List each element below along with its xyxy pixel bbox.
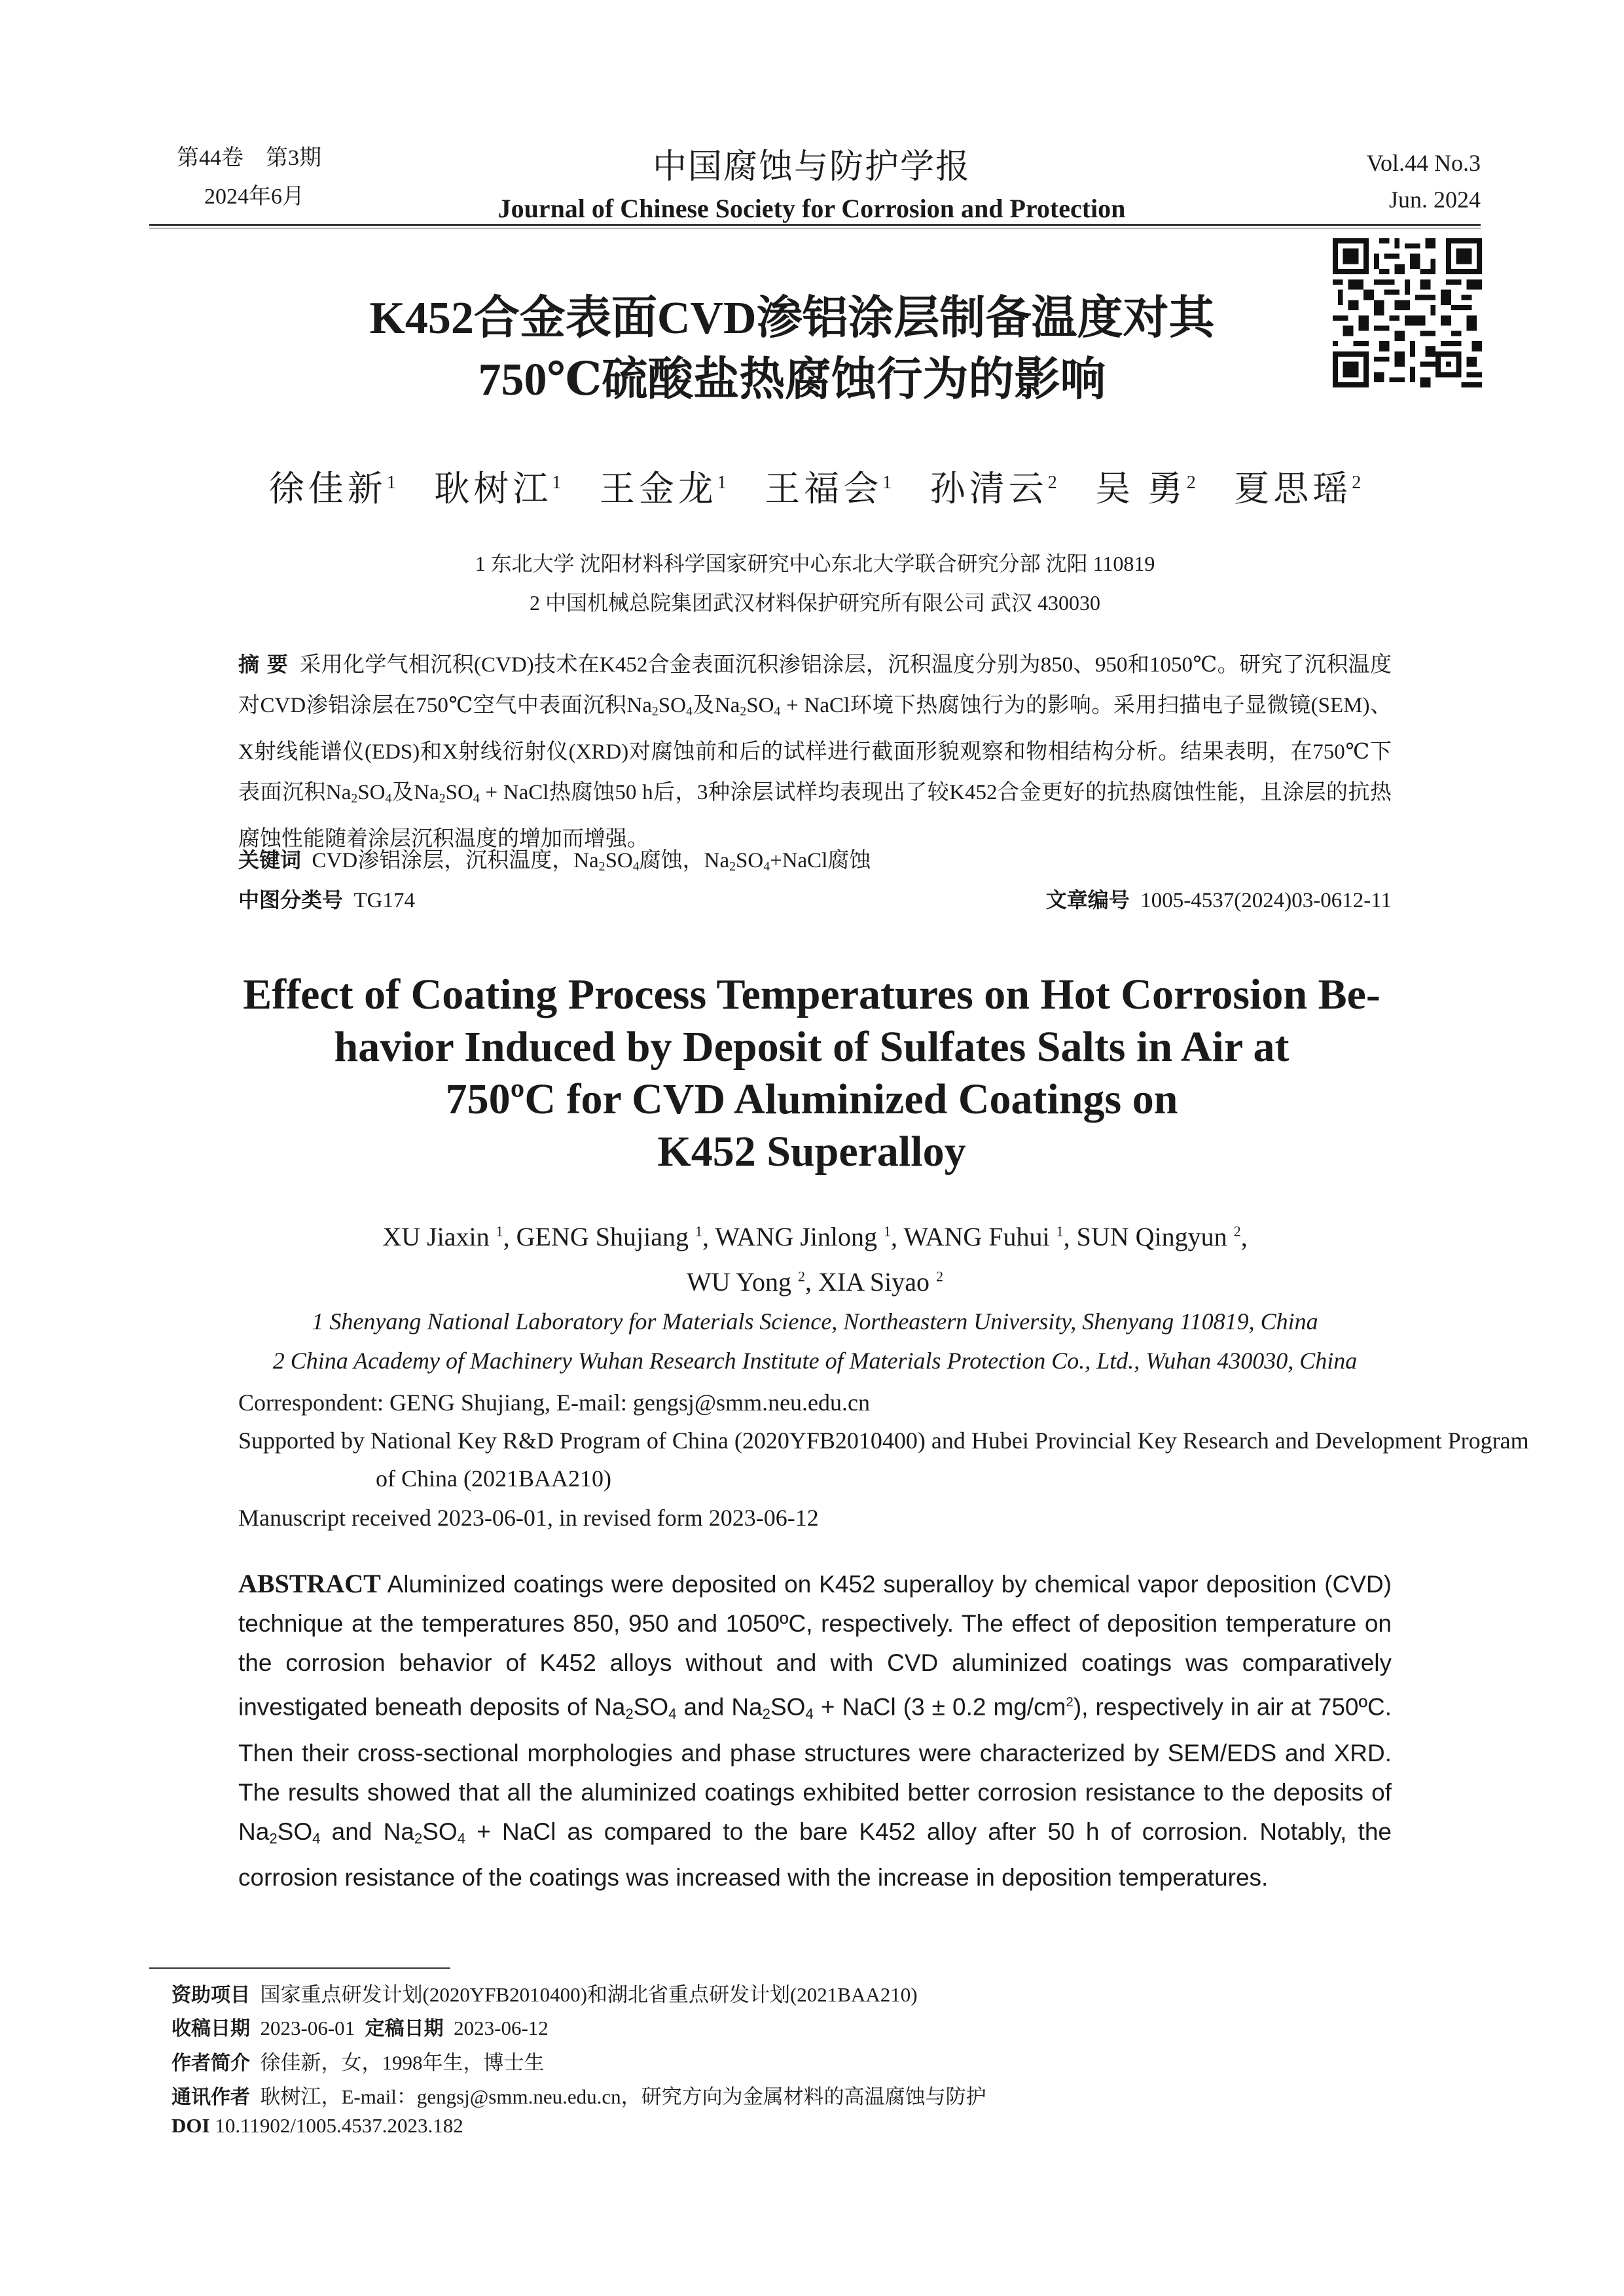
classification-cn-label: 中图分类号 xyxy=(238,888,344,912)
keywords-cn-label: 关键词 xyxy=(238,848,302,872)
author-en: XIA Siyao $^2$ xyxy=(818,1266,944,1297)
author-cn: 耿树江$^1$ xyxy=(434,469,562,509)
author-en: GENG Shujiang $^1$ xyxy=(516,1222,702,1252)
volume-en: Vol.44 No.3 xyxy=(1366,150,1481,176)
footnote-corresponding-author: 通讯作者 耿树江，E-mail：gengsj@smm.neu.edu.cn，研究方向为金属材料的高温腐蚀与防护 xyxy=(171,2085,986,2109)
abstract-cn-label: 摘 要 xyxy=(238,652,289,677)
abstract-cn: 摘 要 采用化学气相沉积(CVD)技术在K452合金表面沉积渗铝涂层，沉积温度分别为850、950和1050℃。研究了沉积温度对CVD渗铝涂层在750℃空气中表面沉积$Na_2SO_4$及$Na_2SO_4$ + NaCl环境下热腐蚀行为的影响。采用扫描电子显微镜(SEM)、X射线能谱仪(EDS)和X射线衍射仪(XRD)对腐蚀前和后的试样进行截面形貌观察和物相结构分析。结果表明，在750℃下表面沉积$Na_2SO_4$及$Na_2SO_4$ + NaCl热腐蚀50 h后，3种涂层试样均表现出了较K452合金更好的抗热腐蚀性能，且涂层的抗热腐蚀性能随着涂层沉积温度的增加而增强。 xyxy=(238,652,1392,851)
footnote-doi: DOI 10.11902/1005.4537.2023.182 xyxy=(171,2114,463,2137)
footnote-rule xyxy=(149,1967,450,1969)
volume-cn: 第44卷 第3期 xyxy=(177,146,321,170)
author-cn: 吴 勇$^2$ xyxy=(1095,469,1196,509)
header-volume-en xyxy=(1309,149,1481,213)
date-en: Jun. 2024 xyxy=(1388,187,1481,213)
article-number-cn-value: 1005-4537(2024)03-0612-11 xyxy=(1140,889,1392,912)
article-number-cn-label: 文章编号 xyxy=(1045,888,1130,912)
title-en xyxy=(196,969,1427,1178)
title-cn-line-1: K452合金表面CVD渗铝涂层制备温度对其 xyxy=(369,293,1215,344)
title-en-line-3: 750ºC for CVD Aluminized Coatings on xyxy=(445,1075,1178,1123)
keywords-cn: 关键词 CVD渗铝涂层，沉积温度，$Na_2SO_4$腐蚀，$Na_2SO_4+NaCl$腐蚀 xyxy=(238,848,871,874)
affiliation-cn-2: 2 中国机械总院集团武汉材料保护研究所有限公司 武汉 430030 xyxy=(529,591,1100,615)
authors-en: XU Jiaxin $^1$, GENG Shujiang $^1$, WANG Jinlong $^1$, WANG Fuhui $^1$, SUN Qingyun $^2$, WU Yong $^2$, XIA Siyao $^2$ xyxy=(382,1222,1248,1297)
title-en-line-2: havior Induced by Deposit of Sulfates Salts in Air at xyxy=(334,1023,1290,1071)
author-cn: 徐佳新$^1$ xyxy=(268,469,396,509)
author-en: SUN Qingyun $^2$ xyxy=(1076,1222,1241,1252)
header-rule xyxy=(149,224,1481,226)
classification-cn-value: TG174 xyxy=(353,889,416,912)
affiliation-en-1: 1 Shenyang National Laboratory for Materials Science, Northeastern University, Shenyang 110819, China xyxy=(312,1308,1318,1335)
title-cn xyxy=(216,288,1368,411)
footnote-dates: 收稿日期 2023-06-01 定稿日期 2023-06-12 xyxy=(171,2017,549,2040)
author-en: XU Jiaxin $^1$ xyxy=(382,1222,503,1252)
author-en: WANG Fuhui $^1$ xyxy=(903,1222,1064,1252)
header-journal xyxy=(367,139,1257,224)
title-en-line-4: K452 Superalloy xyxy=(657,1128,966,1175)
author-cn: 夏思瑶$^2$ xyxy=(1234,469,1362,509)
author-cn: 王福会$^1$ xyxy=(765,469,892,509)
manuscript-dates: Manuscript received 2023-06-01, in revised form 2023-06-12 xyxy=(238,1505,819,1531)
abstract-en-label: ABSTRACT xyxy=(238,1569,381,1598)
classification-cn xyxy=(238,884,415,914)
affiliation-cn-1: 1 东北大学 沈阳材料科学国家研究中心东北大学联合研究分部 沈阳 110819 xyxy=(475,552,1155,575)
journal-name-en: Journal of Chinese Society for Corrosion and Protection xyxy=(497,194,1126,223)
affiliation-en-2: 2 China Academy of Machinery Wuhan Research Institute of Materials Protection Co., Ltd., Wuhan 430030, China xyxy=(272,1348,1358,1374)
authors-cn xyxy=(149,461,1481,511)
author-cn: 孙清云$^2$ xyxy=(929,469,1057,509)
supported-by: Supported by National Key R&D Program of China (2020YFB2010400) and Hubei Provincial Key Research and Development Program of China (2021BAA210) xyxy=(238,1427,1529,1492)
footnote-author-bio: 作者简介 徐佳新，女，1998年生，博士生 xyxy=(171,2051,545,2075)
date-cn: 2024年6月 xyxy=(204,184,304,209)
footnote-funding: 资助项目 国家重点研发计划(2020YFB2010400)和湖北省重点研发计划(2021BAA210) xyxy=(171,1983,918,2007)
author-en: WANG Jinlong $^1$ xyxy=(715,1222,892,1252)
title-cn-line-2: 750℃硫酸盐热腐蚀行为的影响 xyxy=(478,354,1106,405)
author-cn: 王金龙$^1$ xyxy=(599,469,727,509)
correspondent: Correspondent: GENG Shujiang, E-mail: gengsj@smm.neu.edu.cn xyxy=(238,1390,871,1416)
author-en: WU Yong $^2$ xyxy=(686,1266,806,1297)
header-volume-cn xyxy=(177,145,399,211)
title-en-line-1: Effect of Coating Process Temperatures on Hot Corrosion Be- xyxy=(243,971,1380,1018)
abstract-en: ABSTRACT Aluminized coatings were deposited on K452 superalloy by chemical vapor deposition (CVD) technique at the temperatures 850, 950 and 1050ºC, respectively. The effect of deposition temperature on the corrosion behavior of K452 alloys without and with CVD aluminized coatings was comparatively investigated beneath deposits of $Na_2SO_4$ and $Na_2SO_4$ + NaCl (3 ± 0.2 $mg/cm^2$), respectively in air at 750ºC. Then their cross-sectional morphologies and phase structures were characterized by SEM/EDS and XRD. The results showed that all the aluminized coatings exhibited better corrosion resistance to the deposits of $Na_2SO_4$ and $Na_2SO_4$ + NaCl as compared to the bare K452 alloy after 50 h of corrosion. Notably, the corrosion resistance of the coatings was increased with the increase in deposition temperatures. xyxy=(238,1569,1392,1892)
article-number-cn xyxy=(903,884,1392,914)
journal-name-cn: 中国腐蚀与防护学报 xyxy=(652,149,971,186)
